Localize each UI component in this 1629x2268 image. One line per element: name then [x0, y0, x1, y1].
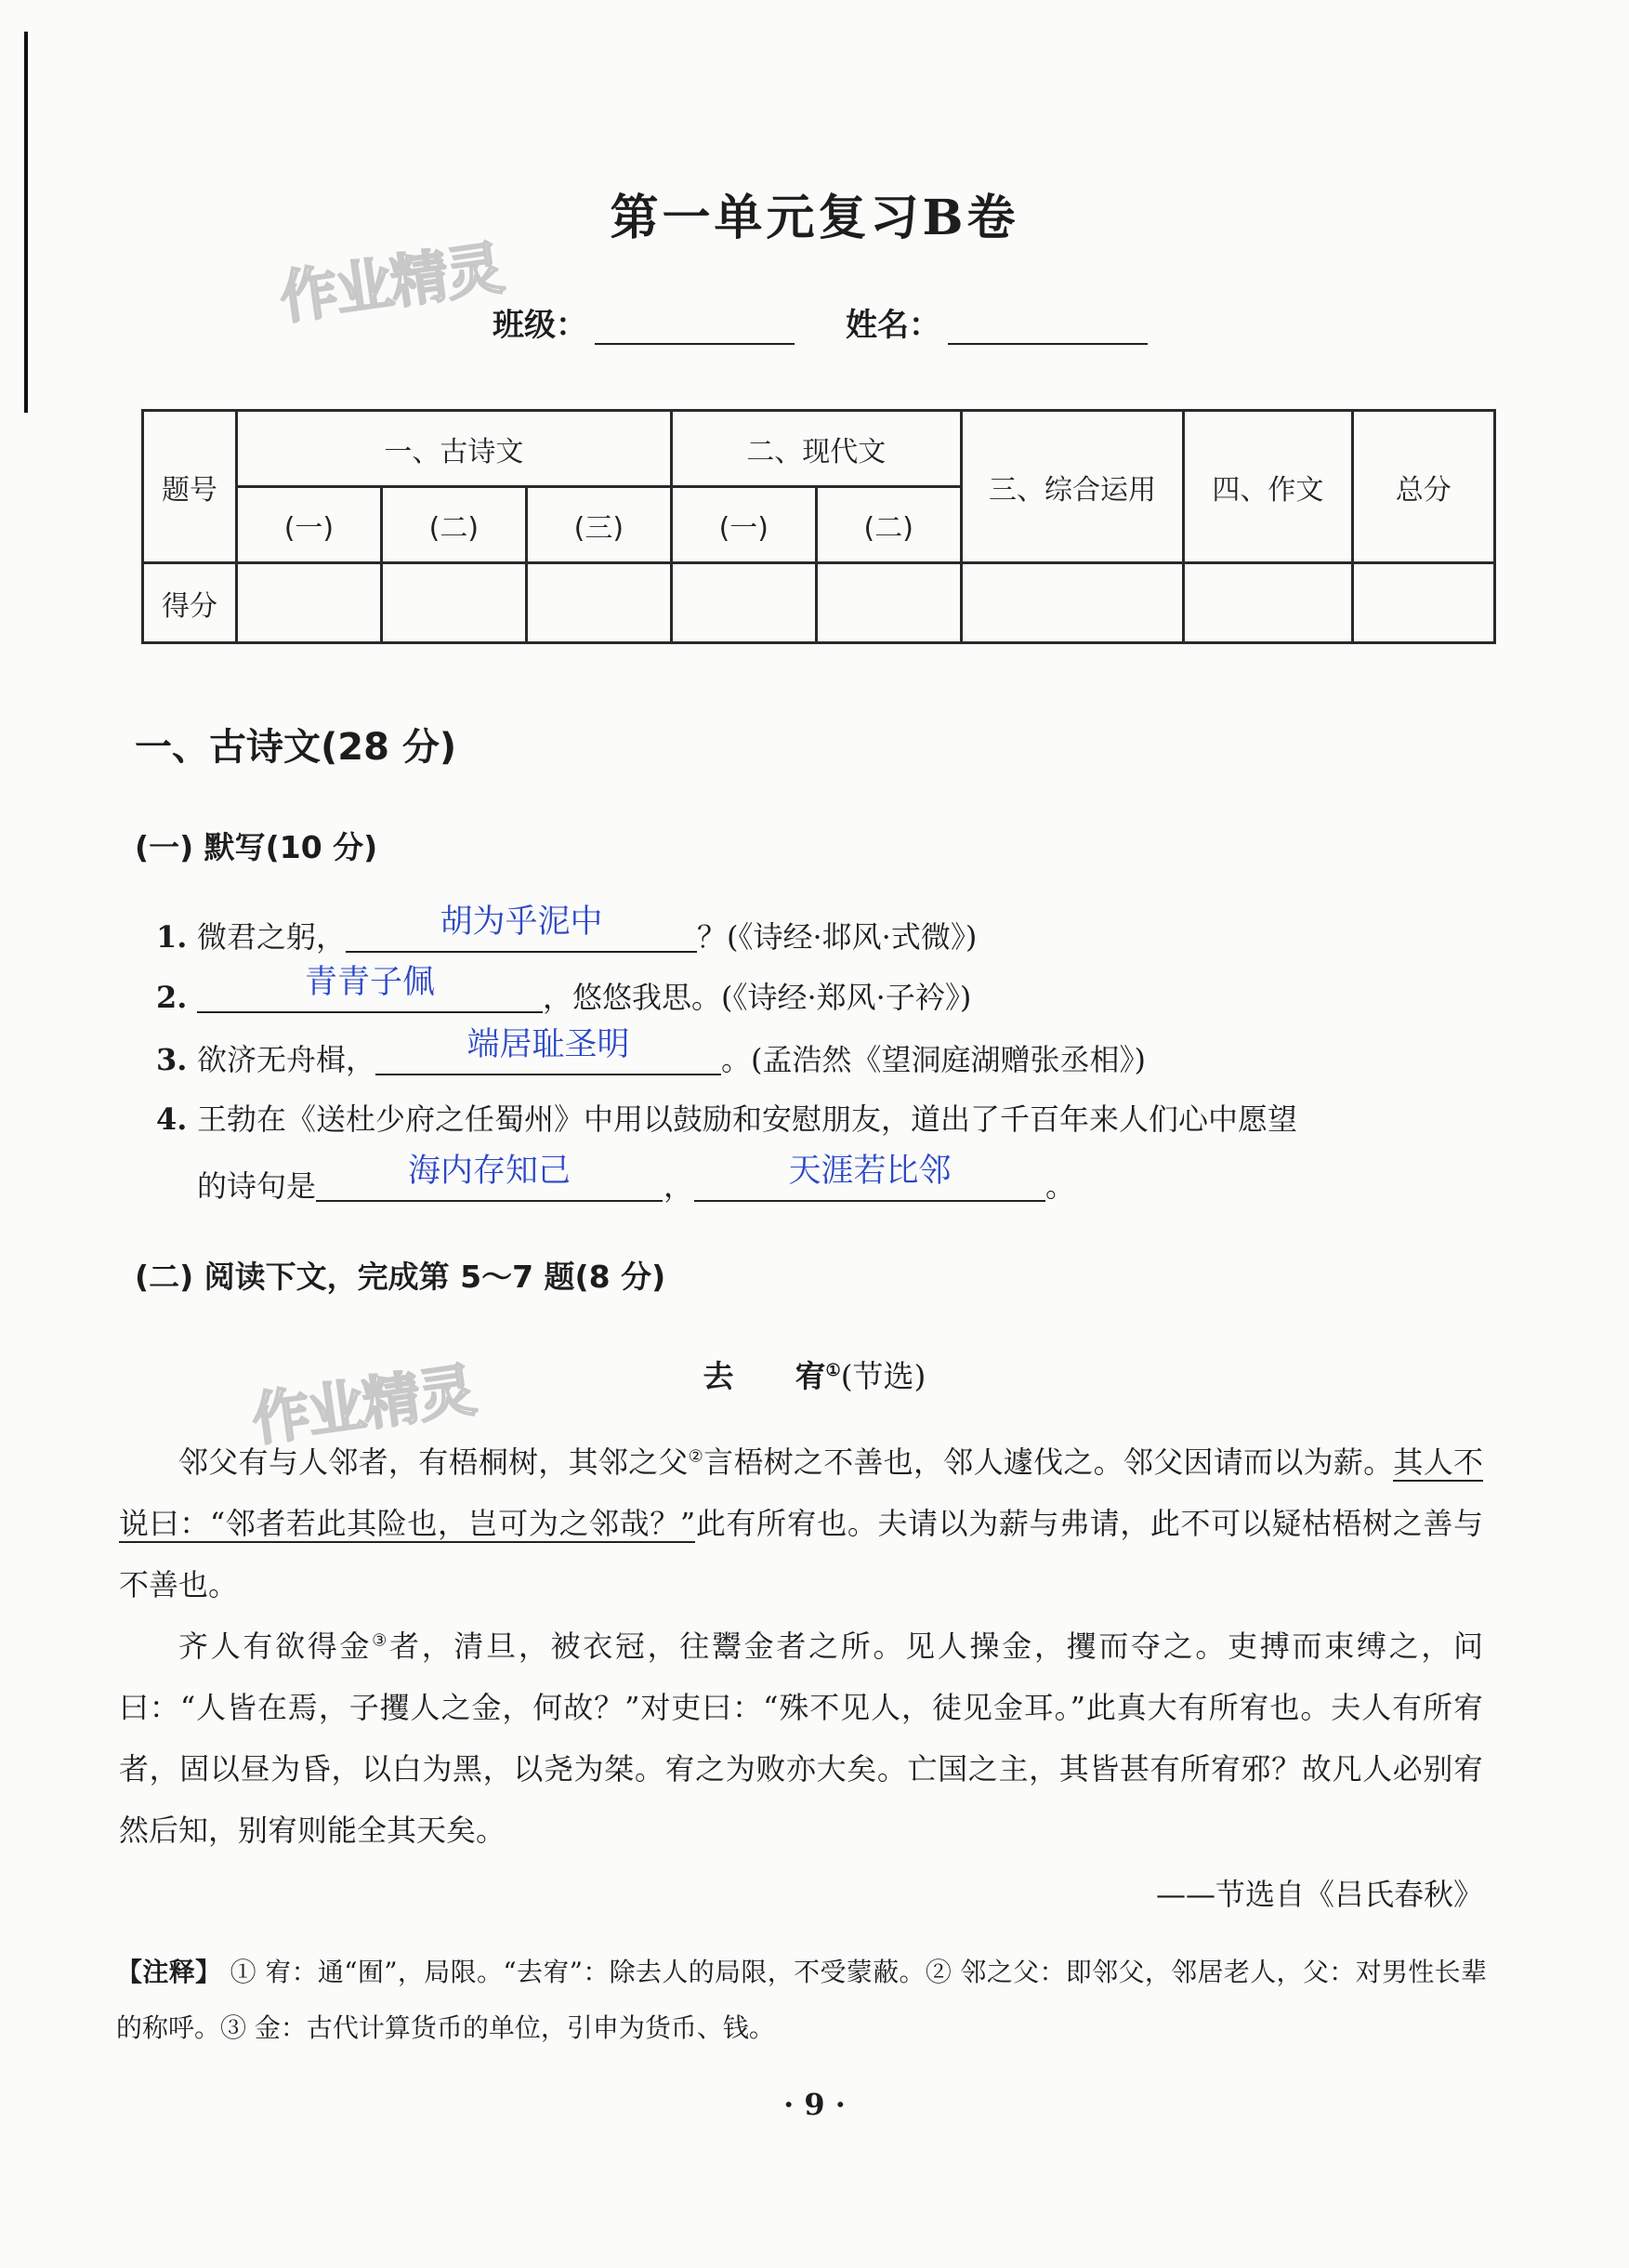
annotations	[116, 1945, 1487, 2056]
note-mark: ③	[372, 1630, 390, 1651]
passage-title-text: 去 宥	[703, 1358, 826, 1394]
name-field	[846, 299, 1148, 345]
score-cell[interactable]	[526, 563, 671, 643]
class-label: 班级：	[493, 307, 587, 344]
handwritten-answer: 端居耻圣明	[466, 1026, 630, 1063]
question-number: 3.	[156, 1042, 188, 1077]
score-cell[interactable]	[816, 563, 961, 643]
score-cell[interactable]	[961, 563, 1184, 643]
sub-1-2: (二)	[381, 487, 526, 563]
class-field	[493, 299, 795, 345]
question-2	[156, 964, 972, 1017]
header-total: 总分	[1352, 411, 1494, 563]
question-text: ，悠悠我思。(《诗经·郑风·子衿》)	[543, 980, 972, 1015]
question-3	[156, 1026, 1146, 1079]
question-text: 微君之躬，	[197, 919, 347, 955]
score-cell[interactable]	[671, 563, 816, 643]
handwritten-answer: 胡为乎泥中	[440, 903, 603, 941]
sub-1-3: (三)	[526, 487, 671, 563]
name-label: 姓名：	[846, 307, 940, 344]
part1-heading: (一) 默写(10 分)	[135, 829, 378, 865]
score-table	[141, 409, 1496, 644]
sub-2-2: (二)	[816, 487, 961, 563]
note-mark: ②	[688, 1446, 704, 1467]
passage-text: 者，清旦，被衣冠，往鬻金者之所。见人操金，攫而夺之。吏搏而束缚之，问曰：“人皆在焉，子攫人之金，何故？”对吏曰：“殊不见人，徒见金耳。”此真大有所宥也。夫人有所宥者，固以昼为昏，以白为黑，以尧为桀。宥之为败亦大矣。亡国之主，其皆甚有所宥邪？故凡人必别宥然后知，别宥则能全其天矣。	[119, 1628, 1483, 1848]
answer-blank[interactable]	[375, 1026, 721, 1075]
passage-source: ——节选自《吕氏春秋》	[1155, 1877, 1483, 1912]
question-number: 1.	[156, 919, 188, 955]
question-number: 2.	[156, 980, 188, 1015]
passage-text: 此有所宥也。夫请以为薪与弗请，此不可以疑枯梧树之善与不善也。	[119, 1506, 1483, 1602]
answer-blank[interactable]	[346, 903, 697, 953]
passage-suffix: (节选)	[840, 1358, 926, 1394]
question-1	[156, 903, 978, 956]
question-number: 4.	[156, 1101, 188, 1137]
answer-blank[interactable]	[197, 964, 543, 1013]
header-sec1: 一、古诗文	[236, 411, 671, 487]
page-title: 第一单元复习B卷	[610, 190, 1019, 246]
question-text: 欲济无舟楫，	[197, 1042, 376, 1077]
question-4-line2	[197, 1153, 1076, 1206]
passage-text: 言梧树之不善也，邻人遽伐之。邻父因请而以为薪。	[703, 1444, 1394, 1480]
section1-heading: 一、古诗文(28 分)	[135, 726, 457, 769]
question-text: 的诗句是	[197, 1168, 317, 1204]
name-blank[interactable]	[948, 310, 1148, 345]
question-text: 。	[1045, 1168, 1076, 1204]
underlined-sentence: 其人不说曰：“邻者若此其险也，岂可为之邻哉？”	[119, 1444, 1483, 1541]
handwritten-answer: 海内存知己	[408, 1153, 571, 1190]
passage-text: 邻父有与人邻者，有梧桐树，其邻之父	[178, 1444, 689, 1480]
watermark-middle: 作业精灵	[247, 1355, 479, 1455]
header-sec2: 二、现代文	[671, 411, 961, 487]
handwritten-answer: 青青子佩	[304, 964, 435, 1001]
passage-title	[0, 1352, 1629, 1396]
question-text: 。(孟浩然《望洞庭湖赠张丞相》)	[721, 1042, 1146, 1077]
answer-blank[interactable]	[694, 1153, 1045, 1202]
header-sec3: 三、综合运用	[961, 411, 1184, 563]
part2-heading: (二) 阅读下文，完成第 5～7 题(8 分)	[135, 1259, 666, 1295]
answer-blank[interactable]	[316, 1153, 663, 1202]
sub-1-1: (一)	[236, 487, 381, 563]
handwritten-answer: 天涯若比邻	[788, 1153, 952, 1190]
score-cell[interactable]	[381, 563, 526, 643]
class-blank[interactable]	[595, 310, 795, 345]
question-text: ？(《诗经·邶风·式微》)	[697, 919, 978, 955]
header-sec4: 四、作文	[1184, 411, 1352, 563]
row-header-question: 题号	[143, 411, 237, 563]
row-header-score: 得分	[143, 563, 237, 643]
note-mark: ①	[825, 1361, 841, 1380]
question-4	[156, 1100, 1297, 1139]
notes-text: ① 宥：通“囿”，局限。“去宥”：除去人的局限，不受蒙蔽。② 邻之父：即邻父，邻居老人，父：对男性长辈的称呼。③ 金：古代计算货币的单位，引申为货币、钱。	[116, 1957, 1487, 2043]
passage-paragraph-1	[119, 1431, 1483, 1615]
score-cell[interactable]	[236, 563, 381, 643]
score-cell[interactable]	[1352, 563, 1494, 643]
question-text: 王勃在《送杜少府之任蜀州》中用以鼓励和安慰朋友，道出了千百年来人们心中愿望	[197, 1101, 1298, 1137]
page-number: · 9 ·	[783, 2087, 846, 2122]
passage-paragraph-2	[119, 1615, 1483, 1861]
passage-text: 齐人有欲得金	[178, 1628, 373, 1664]
notes-label: 【注释】	[116, 1957, 222, 1987]
sub-2-1: (一)	[671, 487, 816, 563]
score-cell[interactable]	[1184, 563, 1352, 643]
question-text: ，	[663, 1168, 694, 1204]
watermark-top: 作业精灵	[275, 233, 506, 333]
